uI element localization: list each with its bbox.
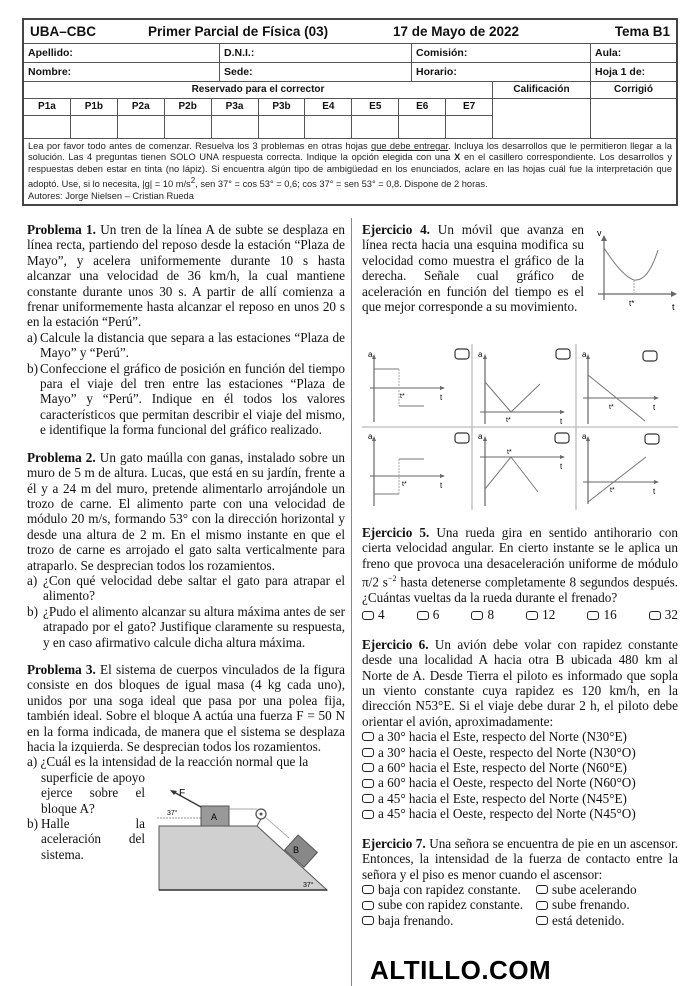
svg-text:A: A (211, 811, 218, 822)
option-checkbox-4[interactable] (455, 433, 469, 443)
field-hoja[interactable]: Hoja 1 de: (595, 66, 646, 78)
watermark-logo: ALTILLO.COM (370, 955, 552, 985)
exercise-5-option-12[interactable]: 12 (526, 607, 555, 622)
checkbox-icon[interactable] (362, 810, 374, 819)
exercise-7-option-sube-acelerando[interactable]: sube acelerando (536, 882, 678, 897)
problem-3-item-a-first: a) ¿Cuál es la intensidad de la reacción normal que la (27, 754, 309, 770)
problem-3: Problema 3. El sistema de cuerpos vinculados de la figura consiste en dos bloques de igual masa (4 kg cada uno), unidos por una soga ideal que pasa por una polea fija, también ideal. Sobre el bloque A actúa una fuerza F = 50 N en la forma indicada, de manera que el sistema se desplaza hacia la izquierda. Se desprecian todos los rozamientos. a) ¿Cuál es la intensidad de la reacción normal que la superficie de apoyo ejerce sobre el bloque A? b) Halle la aceleración del sistema. A B F 37° 37° (27, 662, 345, 862)
option-checkbox-6[interactable] (645, 434, 659, 444)
option-checkbox-2[interactable] (556, 349, 570, 359)
option-graph-5 (478, 432, 569, 506)
column-divider (351, 218, 352, 986)
grade-cells (24, 116, 492, 138)
exercise-5: Ejercicio 5. Una rueda gira en sentido antihorario con cierta velocidad angular. En cierto instante se le aplica un freno que provoca una desaceleración uniforme de módulo π/2 $s^{-2}$ hasta detenerse completamente 8 segundos después. ¿Cuántas vueltas da la rueda durante el frenado? 4 6 8 12 16 32 (362, 525, 678, 623)
checkbox-icon[interactable] (362, 916, 374, 925)
grade-cell[interactable] (165, 116, 212, 138)
grade-cell[interactable] (446, 116, 492, 138)
svg-text:t: t (653, 487, 656, 496)
exercise-7-options (362, 882, 678, 928)
field-nombre[interactable]: Nombre: (24, 63, 220, 81)
exercise-6-option-n60o[interactable]: a 60° hacia el Oeste, respecto del Norte (N60°O) (362, 775, 678, 790)
checkbox-icon[interactable] (526, 611, 538, 620)
problem-2-title: Problema 2. (27, 449, 96, 465)
checkbox-icon[interactable] (362, 763, 374, 772)
problem-3-item-b: b) Halle la aceleración del sistema. (27, 816, 145, 862)
svg-text:a: a (478, 432, 483, 441)
grade-label: Calificación (493, 82, 591, 98)
checkbox-icon[interactable] (362, 901, 374, 910)
incline-pulley-figure (157, 788, 337, 892)
instructions-underlined: que debe entregar (371, 141, 449, 151)
checkbox-icon[interactable] (536, 885, 548, 894)
svg-text:t: t (440, 481, 443, 490)
title-row (24, 20, 676, 44)
grade-col-e5: E5 (352, 99, 399, 115)
svg-text:t: t (560, 417, 563, 426)
exercise-7-option-baja-frenando[interactable]: baja frenando. (362, 913, 536, 928)
svg-text:a: a (368, 432, 373, 441)
svg-text:t*: t* (610, 487, 615, 494)
svg-text:a: a (478, 350, 483, 359)
authors: Autores: Jorge Nielsen – Cristian Rueda (28, 190, 194, 201)
exercise-5-title: Ejercicio 5. (362, 525, 430, 540)
svg-text:a: a (368, 350, 373, 359)
reserved-row (24, 82, 676, 99)
grading-grid (24, 99, 676, 138)
svg-text:t: t (440, 393, 443, 402)
grade-cell[interactable] (118, 116, 165, 138)
svg-text:t*: t* (402, 481, 407, 488)
grade-column-headers (24, 99, 492, 116)
exercise-7-option-sube-constante[interactable]: sube con rapidez constante. (362, 897, 536, 912)
exercise-7-option-baja-constante[interactable]: baja con rapidez constante. (362, 882, 536, 897)
svg-text:t*: t* (400, 393, 405, 400)
exercise-6: Ejercicio 6. Un avión debe volar con rapidez constante desde una localidad A hacia otra B ubicada 480 km al Norte de A. Desde Tierra el piloto es informado que sopla un viento constante cuya rapidez es 120 km/h, en la dirección N53°E. Si el viaje debe durar 2 h, el piloto debe orientar el avión, aproximadamente: a 30° hacia el Este, respecto del Norte (N30°E) a 30° hacia el Oeste, respecto del Norte (N30°O) a 60° hacia el Este, respecto del Norte (N60°E) a 60° hacia el Oeste, respecto del Norte (N60°O) a 45° hacia el Este, respecto del Norte (N45°E) a 45° hacia el Oeste, respecto del Norte (N45°O) (362, 636, 678, 822)
exercise-7-title: Ejercicio 7. (362, 835, 426, 851)
problem-1: Problema 1. Un tren de la línea A de subte se desplaza en línea recta, partiendo del reposo desde la estación “Plaza de Mayo”, y acelera uniformemente durante 10 s hasta alcanzar una velocidad de 36 km/h, la cual mantiene constante durante unos 30 s. A partir de allí comienza a frenar uniformemente hasta alcanzar el reposo en unos 20 s en la estación “Perú”. a) Calcule la distancia que separa a las estaciones “Plaza de Mayo” y “Perú”. b) Confeccione el gráfico de posición en función del tiempo para el viaje del tren entre las estaciones “Plaza de Mayo” y “Perú”. Indique en él todos los valores característicos que permitan describir el viaje del mismo, e identifique la forma funcional del gráfico realizado. (27, 222, 345, 438)
svg-text:v: v (597, 228, 602, 238)
svg-text:37°: 37° (167, 809, 178, 817)
svg-text:t: t (672, 302, 675, 312)
checkbox-icon[interactable] (362, 885, 374, 894)
grade-col-p3a: P3a (212, 99, 259, 115)
option-graph-2 (478, 349, 570, 426)
exercise-6-options (362, 729, 678, 821)
right-column-lower (362, 525, 678, 940)
option-graph-6 (582, 432, 659, 504)
grade-col-p2a: P2a (118, 99, 165, 115)
field-dni[interactable]: D.N.I.: (220, 44, 412, 62)
fields-row-1 (24, 44, 676, 63)
problem-1-item-b: b) Confeccione el gráfico de posición en función del tiempo para el viaje del tren entre las estaciones “Plaza de Mayo” y “Perú”. Indique en él todos los valores característicos que permitan describir el viaje del mismo, e identifique la forma funcional del gráfico realizado. (27, 360, 345, 438)
exercise-5-option-4[interactable]: 4 (362, 607, 385, 622)
checkbox-icon[interactable] (649, 611, 661, 620)
svg-text:a: a (582, 350, 587, 359)
problem-2: Problema 2. Un gato maúlla con ganas, instalado sobre un muro de 5 m de altura. Lucas, que está en su jardín, frente a él y a 24 m del muro, pretende alimentarlo arrojándole un trozo de carne. El alimento parte con una velocidad de módulo 20 m/s, formando 53° con la dirección horizontal y desde una altura de 2 m. En el mismo instante en que el trozo de carne es arrojado el gato salta verticalmente para atraparlo. Se desprecian todos los rozamientos. a) ¿Con qué velocidad debe saltar el gato para atrapar el alimento? b) ¿Pudo el alimento alcanzar su altura máxima antes de ser atrapado por el gato? Justifique claramente su respuesta, y en caso afirmativo calcule dicha altura máxima. (27, 449, 345, 650)
exercise-5-option-6[interactable]: 6 (417, 607, 440, 622)
option-checkbox-1[interactable] (455, 349, 469, 359)
exam-title: Primer Parcial de Física (03) (148, 24, 329, 39)
grade-cell[interactable] (71, 116, 118, 138)
fields-row-2 (24, 63, 676, 82)
exercise-5-option-16[interactable]: 16 (587, 607, 616, 622)
exercise-6-option-n45o[interactable]: a 45° hacia el Oeste, respecto del Norte (N45°O) (362, 806, 678, 821)
svg-text:t*: t* (629, 299, 635, 308)
exercise-5-options (362, 607, 678, 622)
corrected-label: Corrigió (614, 84, 653, 95)
exercise-7: Ejercicio 7. Una señora se encuentra de pie en un ascensor. Entonces, la intensidad de la fuerza de contacto entre la señora y el piso es menor cuando el ascensor: baja con rapidez constante. sube acelerando sube con rapidez constante. sube frenando. baja frenando. está detenido. (362, 835, 678, 928)
exercise-7-option-detenido[interactable]: está detenido. (536, 913, 678, 928)
checkbox-icon[interactable] (362, 794, 374, 803)
checkbox-icon[interactable] (362, 779, 374, 788)
exercise-7-option-sube-frenando[interactable]: sube frenando. (536, 897, 678, 912)
svg-text:B: B (293, 844, 300, 855)
checkbox-icon[interactable] (362, 732, 374, 741)
svg-text:t: t (560, 462, 563, 471)
svg-text:F: F (179, 787, 186, 799)
svg-text:t*: t* (609, 404, 614, 411)
svg-text:t: t (653, 403, 656, 412)
checkbox-icon[interactable] (417, 611, 429, 620)
option-checkbox-5[interactable] (555, 433, 569, 443)
grade-col-p2b: P2b (165, 99, 212, 115)
reserved-label: Reservado para el corrector (24, 82, 493, 98)
grade-cell[interactable] (305, 116, 352, 138)
problem-1-item-a: a) Calcule la distancia que separa a las estaciones “Plaza de Mayo” y “Perú”. (27, 329, 345, 361)
field-aula[interactable]: Aula: (595, 47, 622, 59)
option-graph-1 (368, 349, 469, 422)
svg-text:t*: t* (507, 449, 512, 456)
option-graph-4 (368, 432, 469, 506)
left-column (27, 222, 345, 889)
exam-date: 17 de Mayo de 2022 (393, 24, 520, 39)
svg-text:a: a (582, 432, 587, 441)
option-checkbox-3[interactable] (643, 351, 657, 361)
problem-2-item-b: b) ¿Pudo el alimento alcanzar su altura máxima antes de ser atrapado por el gato? Justifique claramente su respuesta, y en caso afirmativo calcule dicha altura máxima. (27, 603, 345, 650)
checkbox-icon[interactable] (536, 901, 548, 910)
force-arrow (172, 791, 201, 807)
institution: UBA–CBC (30, 24, 97, 39)
field-comision[interactable]: Comisión: (412, 44, 591, 62)
checkbox-icon[interactable] (362, 748, 374, 757)
exercise-5-option-32[interactable]: 32 (649, 607, 678, 622)
grade-col-p1b: P1b (71, 99, 118, 115)
exercise-4: Ejercicio 4. Un móvil que avanza en línea recta hacia una esquina modifica su velocidad como muestra el gráfico de la derecha. Señale cual gráfico de aceleración en función del tiempo es el que mejor corresponde a su movimiento. v t* t (362, 222, 678, 344)
grade-cell[interactable] (399, 116, 446, 138)
svg-text:t*: t* (506, 417, 511, 424)
checkbox-icon[interactable] (587, 611, 599, 620)
exercise-5-option-8[interactable]: 8 (471, 607, 494, 622)
grade-col-e7: E7 (462, 101, 476, 112)
velocity-time-graph (596, 226, 680, 312)
grade-col-p1a: P1a (24, 99, 71, 115)
corrigio-cell[interactable] (591, 99, 676, 138)
grade-cell[interactable] (212, 116, 259, 138)
instructions: Lea por favor todo antes de comenzar. Resuelva los 3 problemas en otras hojas que debe entregar. Incluya los desarrollos que le permitieron llegar a la solución. Las 4 preguntas tienen SOLO UNA respuesta correcta. Indique la opción elegida con una X en el casillero correspondiente. Los desarrollos y respuestas deben estar en tinta (no lápiz). Si encuentra algún tipo de ambigüedad en los enunciados, aclare en las hojas cuál fue la interpretación que adoptó. Use, si lo necesita, |g| = 10 $m/s^2$, sen 37° = cos 53° = 0,6; cos 37° = sen 53° = 0,8. Dispone de 2 horas. Autores: Jorge Nielsen – Cristian Rueda (24, 138, 676, 204)
exercise-6-option-n30e[interactable]: a 30° hacia el Este, respecto del Norte (N30°E) (362, 729, 678, 744)
grade-cell[interactable] (352, 116, 399, 138)
field-sede[interactable]: Sede: (220, 63, 412, 81)
grade-col-e6: E6 (399, 99, 446, 115)
svg-text:37°: 37° (303, 881, 314, 889)
exam-tema: Tema B1 (614, 24, 670, 39)
exercise-6-title: Ejercicio 6. (362, 636, 429, 652)
grade-cell[interactable] (259, 116, 306, 138)
checkbox-icon[interactable] (536, 916, 548, 925)
grade-col-e4: E4 (305, 99, 352, 115)
grade-cell[interactable] (24, 116, 71, 138)
problem-3-title: Problema 3. (27, 661, 96, 677)
acceleration-graph-options (362, 344, 678, 510)
field-apellido[interactable]: Apellido: (24, 44, 220, 62)
problem-3-item-a-rest: superficie de apoyo ejerce sobre el bloque A? (41, 769, 145, 816)
exercise-6-option-n45e[interactable]: a 45° hacia el Este, respecto del Norte (N45°E) (362, 791, 678, 806)
exam-header-table (22, 18, 678, 206)
exercise-4-title: Ejercicio 4. (362, 222, 430, 237)
exercise-6-option-n30o[interactable]: a 30° hacia el Oeste, respecto del Norte (N30°O) (362, 745, 678, 760)
problem-1-title: Problema 1. (27, 222, 96, 237)
right-column (362, 222, 678, 344)
checkbox-icon[interactable] (471, 611, 483, 620)
option-graph-3 (582, 350, 659, 424)
exercise-6-option-n60e[interactable]: a 60° hacia el Este, respecto del Norte (N60°E) (362, 760, 678, 775)
field-horario[interactable]: Horario: (412, 63, 591, 81)
problem-2-item-a: a) ¿Con qué velocidad debe saltar el gato para atrapar el alimento? (27, 572, 345, 604)
calificacion-cell[interactable] (493, 99, 591, 138)
checkbox-icon[interactable] (362, 611, 374, 620)
grade-col-p3b: P3b (259, 99, 306, 115)
